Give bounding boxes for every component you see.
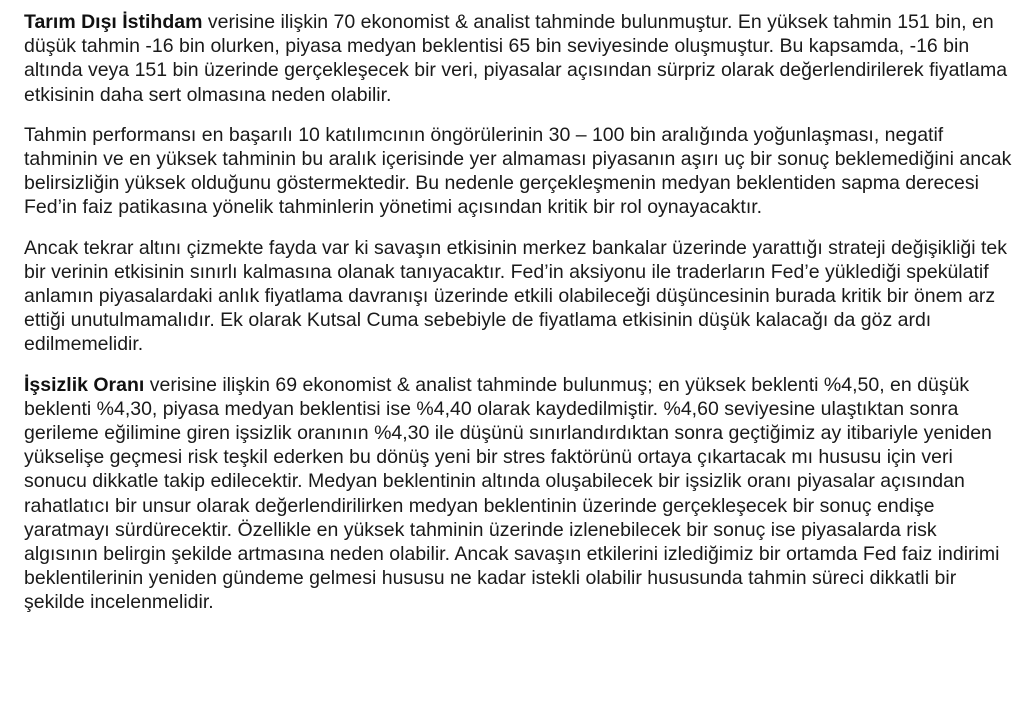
term-unemployment-rate: İşsizlik Oranı — [24, 373, 145, 396]
paragraph-forecast-performance — [24, 123, 1013, 220]
paragraph-war-impact — [24, 236, 1013, 357]
paragraph-text: verisine ilişkin 69 ekonomist & analist tahminde bulunmuş; en yüksek beklenti %4,50, en düşük beklenti %4,30, piyasa medyan beklentisi ise %4,40 olarak kaydedilmiştir. %4,60 seviyesine ulaştıktan sonra gerileme eğilimine giren işsizlik oranının %4,30 ile düşünü sınırlandırdıktan sonra geçtiğimiz ay itibariyle yeniden yükselişe geçmesi risk teşkil ederken bu dönüş yeni bir stres faktörünü ortaya çıkartacak mı hususu için veri sonucu dikkatle takip edilecektir. Medyan beklentinin altında oluşabilecek bir işsizlik oranı piyasalar açısından rahatlatıcı bir unsur olarak değerlendirilirken medyan beklentinin üzerinde gerçekleşecek bir sonuç endişe yaratmayı sürdürecektir. Özellikle en yüksek tahminin üzerinde izlenebilecek bir sonuç ise piyasalarda risk algısının belirgin şekilde artmasına neden olabilir. Ancak savaşın etkilerini izlediğimiz bir ortamda Fed faiz indirimi beklentilerinin yeniden gündeme gelmesi hususu ne kadar istekli olabilir hususunda tahmin süreci dikkatli bir şekilde incelenmelidir. — [24, 373, 1000, 614]
paragraph-unemployment-rate — [24, 373, 1013, 615]
term-nonfarm-payrolls: Tarım Dışı İstihdam — [24, 11, 203, 33]
paragraph-text: Ancak tekrar altını çizmekte fayda var ki savaşın etkisinin merkez bankalar üzerinde yarattığı strateji değişikliği tek bir verinin etkisinin sınırlı kalmasına olanak tanıyacaktır. Fed’in aksiyonu ile traderların Fed’e yüklediği spekülatif anlamın piyasalardaki anlık fiyatlama davranışı üzerinde etkili olabileceği düşüncesinin burada kritik bir önem arz ettiği unutulmamalıdır. Ek olarak Kutsal Cuma sebebiyle de fiyatlama etkisinin düşük kalacağı da göz ardı edilmemelidir. — [24, 236, 1008, 356]
paragraph-nonfarm-payrolls — [24, 10, 1013, 107]
paragraph-text: verisine ilişkin 70 ekonomist & analist tahminde bulunmuştur. En yüksek tahmin 151 bin, en düşük tahmin -16 bin olurken, piyasa medyan beklentisi 65 bin seviyesinde oluşmuştur. Bu kapsamda, -16 bin altında veya 151 bin üzerinde gerçekleşecek bir veri, piyasalar açısından sürpriz olarak değerlendirilerek fiyatlama etkisinin daha sert olmasına neden olabilir. — [24, 11, 1008, 106]
paragraph-text: Tahmin performansı en başarılı 10 katılımcının öngörülerinin 30 – 100 bin aralığında yoğunlaşması, negatif tahminin ve en yüksek tahminin bu aralık içerisinde yer almaması piyasanın aşırı uç bir sonuç beklemediğini ancak belirsizliğin yüksek olduğunu göstermektedir. Bu nedenle gerçekleşmenin medyan beklentiden sapma derecesi Fed’in faiz patikasına yönelik tahminlerin yönetimi açısından kritik bir rol oynayacaktır. — [24, 123, 1012, 219]
